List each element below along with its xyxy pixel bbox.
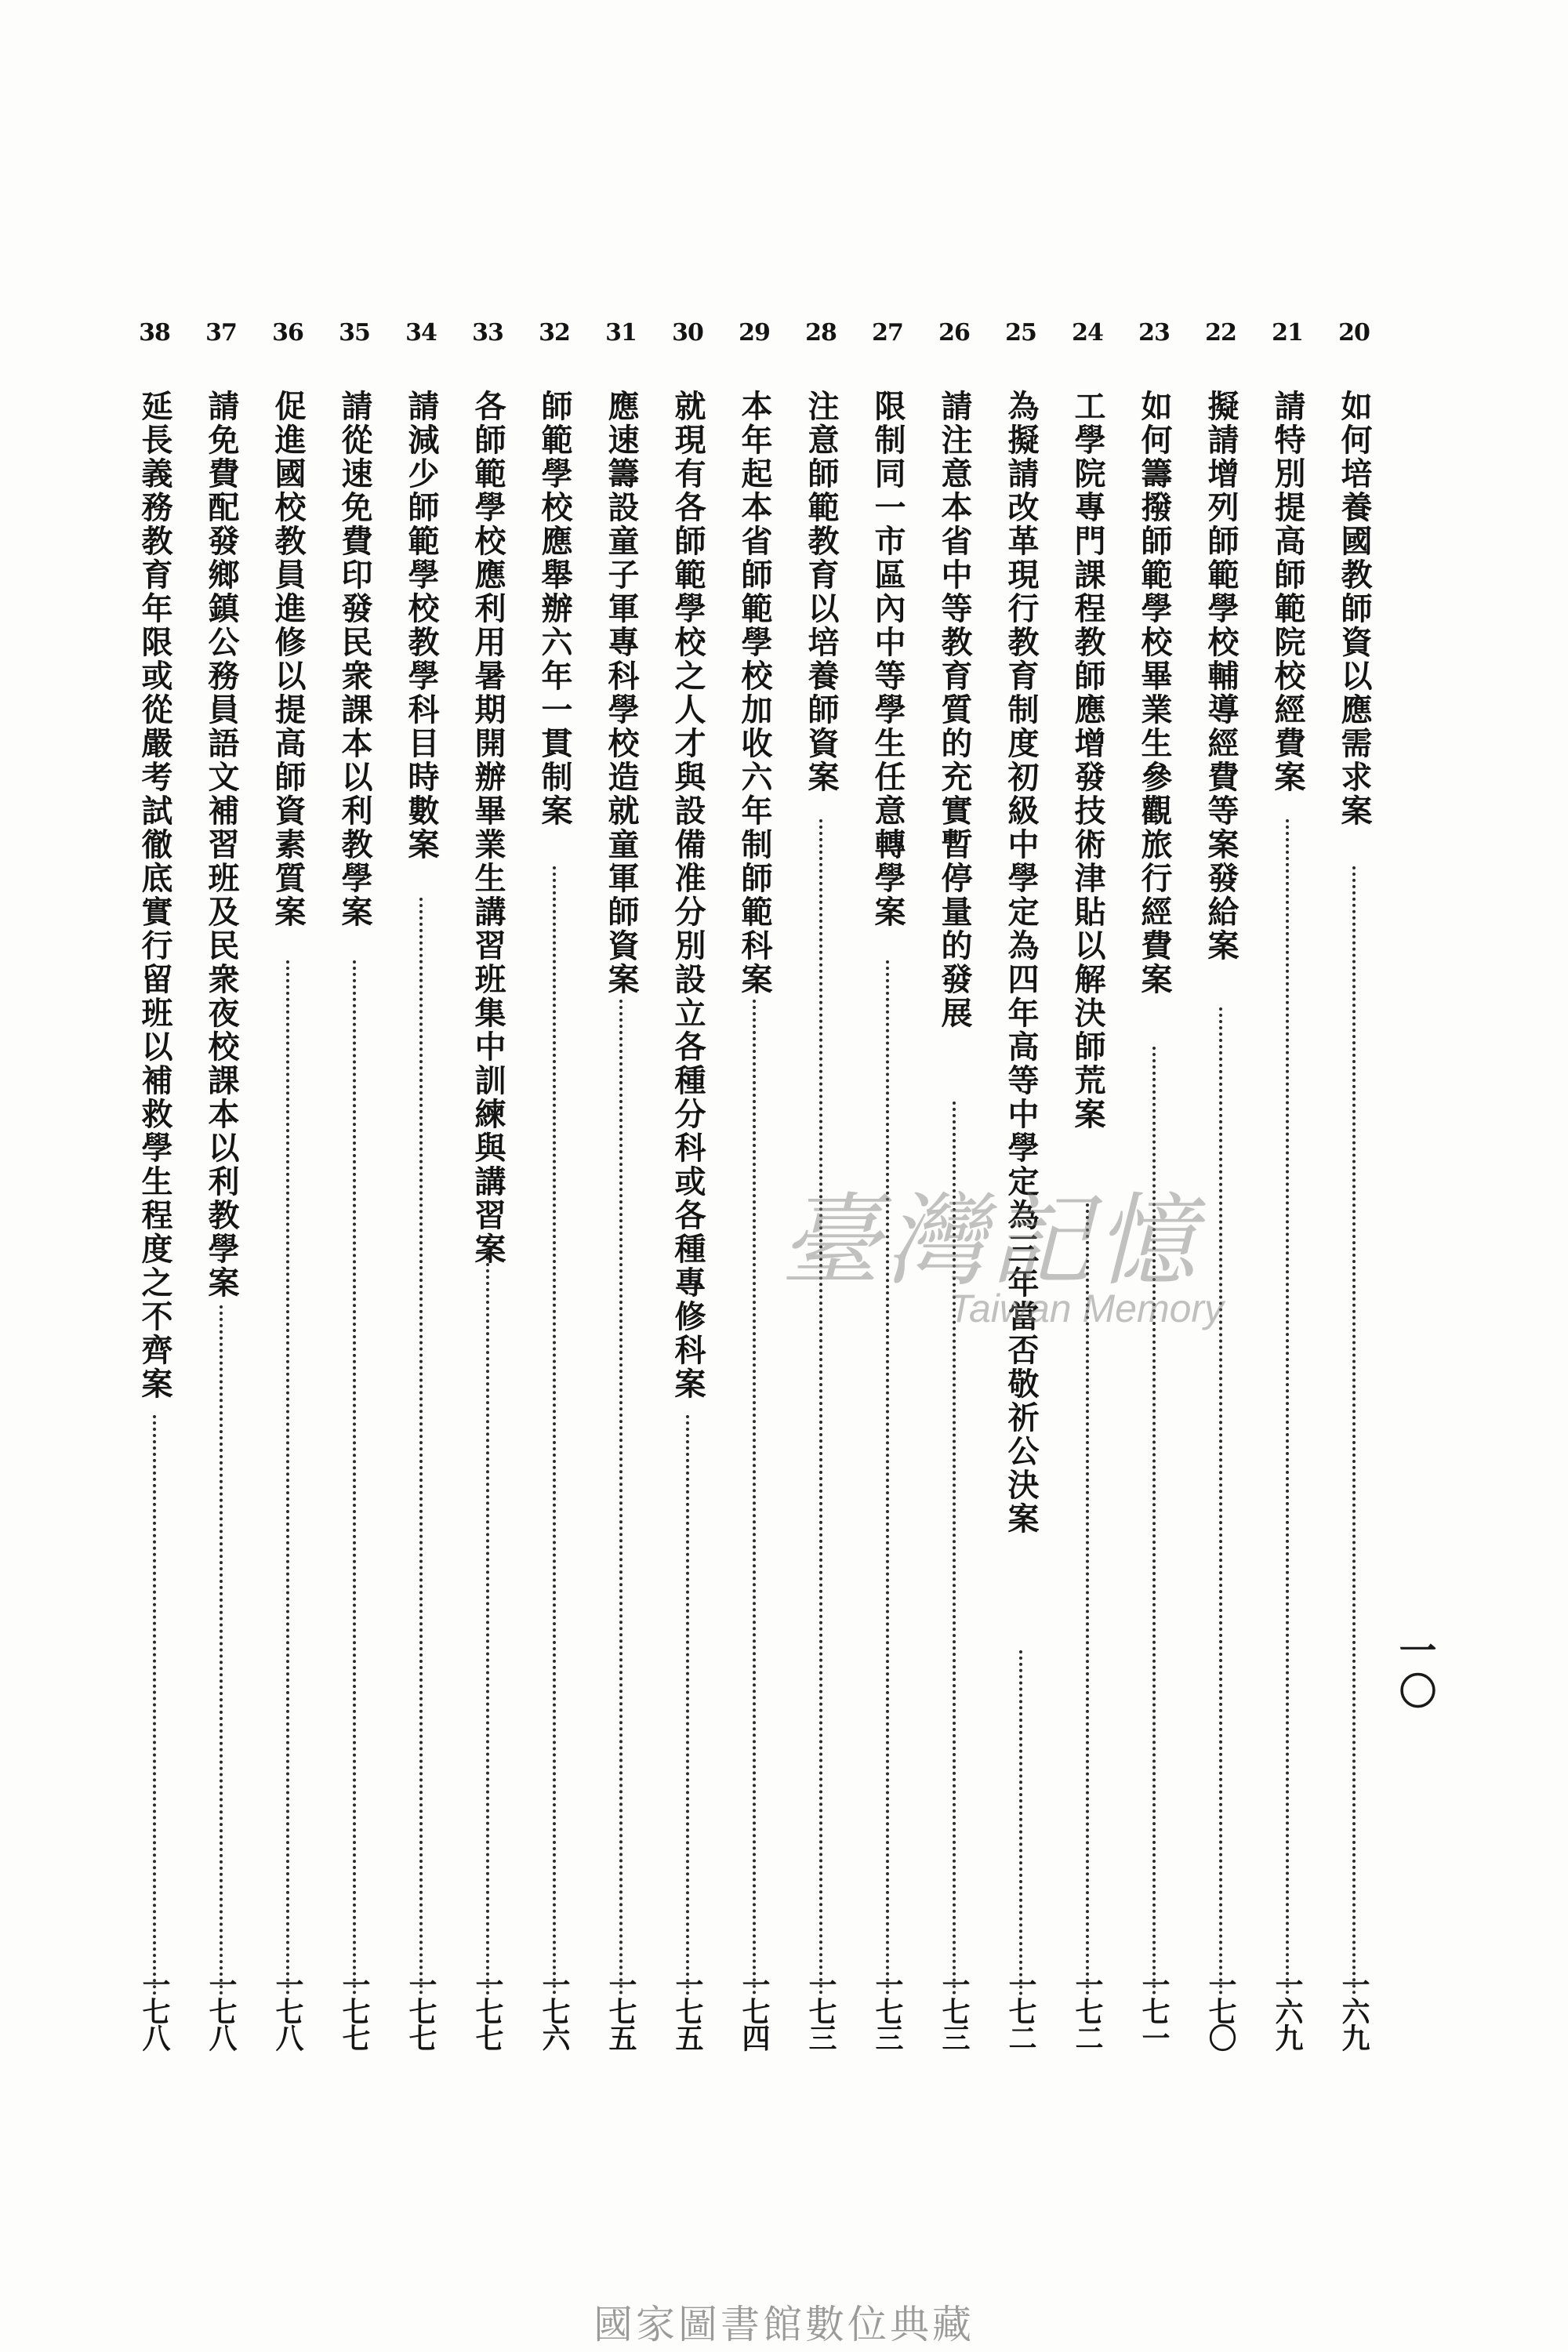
entry-title: 促進國校教員進修以提高師資素質案 bbox=[270, 390, 307, 929]
dot-leader bbox=[686, 1415, 689, 1995]
dot-leader bbox=[353, 960, 356, 1995]
dot-leader bbox=[1286, 819, 1289, 1995]
entry-page-number: 一七四 bbox=[738, 1970, 771, 2050]
entry-page-number: 一七三 bbox=[871, 1970, 904, 2050]
dot-leader bbox=[419, 898, 423, 1995]
entry-page-number: 一七八 bbox=[138, 1970, 171, 2050]
entry-page-number: 一七八 bbox=[271, 1970, 304, 2050]
toc-entry-25 bbox=[998, 318, 1044, 2050]
dot-leader bbox=[553, 866, 556, 1995]
toc-entry-33 bbox=[465, 318, 510, 2050]
toc-entry-27 bbox=[865, 318, 910, 2050]
toc-entry-26 bbox=[931, 318, 977, 2050]
entry-title: 師範學校應舉辦六年一貫制案 bbox=[536, 390, 573, 828]
entry-page-number: 一七三 bbox=[938, 1970, 971, 2050]
dot-leader bbox=[1219, 1007, 1222, 1995]
toc-entry-38 bbox=[132, 318, 177, 2050]
entry-page-number: 一七三 bbox=[804, 1970, 837, 2050]
entry-number: 33 bbox=[472, 319, 503, 347]
entry-page-number: 一六九 bbox=[1271, 1970, 1304, 2050]
toc-entry-36 bbox=[265, 318, 310, 2050]
entry-number: 28 bbox=[805, 319, 837, 347]
entry-number: 20 bbox=[1338, 319, 1370, 347]
entry-title: 請注意本省中等教育質的充實暫停量的發展 bbox=[936, 390, 973, 1030]
toc-entry-28 bbox=[798, 318, 844, 2050]
entry-title: 注意師範教育以培養師資案 bbox=[803, 390, 840, 794]
entry-title: 請特別提高師範院校經費案 bbox=[1269, 390, 1306, 794]
entry-title: 請減少師範學校教學科目時數案 bbox=[403, 390, 440, 862]
entry-number: 30 bbox=[672, 319, 703, 347]
entry-number: 29 bbox=[739, 319, 770, 347]
entry-title: 如何籌撥師範學校畢業生參觀旅行經費案 bbox=[1136, 390, 1173, 996]
toc-entry-31 bbox=[598, 318, 644, 2050]
entry-title: 請從速免費印發民衆課本以利教學案 bbox=[336, 390, 373, 929]
dot-leader bbox=[153, 1415, 156, 1995]
toc-entry-21 bbox=[1265, 318, 1310, 2050]
entry-page-number: 一七〇 bbox=[1204, 1970, 1237, 2050]
toc-entry-29 bbox=[731, 318, 777, 2050]
entry-title: 本年起本省師範學校加收六年制師範科案 bbox=[736, 390, 773, 996]
dot-leader bbox=[1152, 1047, 1156, 1995]
dot-leader bbox=[1019, 1650, 1022, 1995]
entry-title: 為擬請改革現行教育制度初級中學定為四年高等中學定為三年當否敬祈公決案 bbox=[1003, 390, 1040, 1536]
dot-leader bbox=[1352, 866, 1356, 1995]
entry-number: 38 bbox=[139, 319, 170, 347]
entry-title: 如何培養國教師資以應需求案 bbox=[1336, 390, 1373, 828]
entry-page-number: 一七七 bbox=[338, 1970, 371, 2050]
dot-leader bbox=[819, 819, 822, 1995]
dot-leader bbox=[753, 1000, 756, 1995]
entry-title: 各師範學校應利用暑期開辦畢業生講習班集中訓練與講習案 bbox=[470, 390, 506, 1266]
folio-page-number: 一〇 bbox=[1392, 1631, 1436, 1712]
entry-number: 35 bbox=[339, 319, 370, 347]
toc-entry-30 bbox=[665, 318, 710, 2050]
toc-entry-20 bbox=[1331, 318, 1377, 2050]
toc-entry-34 bbox=[398, 318, 444, 2050]
entry-page-number: 一七七 bbox=[405, 1970, 437, 2050]
entry-title: 延長義務教育年限或從嚴考試徹底實行留班以補救學生程度之不齊案 bbox=[136, 390, 173, 1401]
entry-page-number: 一七一 bbox=[1138, 1970, 1171, 2050]
toc-entry-23 bbox=[1131, 318, 1177, 2050]
entry-page-number: 一七二 bbox=[1071, 1970, 1104, 2050]
toc-entry-37 bbox=[198, 318, 244, 2050]
toc-entry-35 bbox=[332, 318, 377, 2050]
entry-page-number: 一七八 bbox=[205, 1970, 238, 2050]
entry-number: 32 bbox=[539, 319, 570, 347]
entry-number: 24 bbox=[1072, 319, 1103, 347]
entry-number: 27 bbox=[872, 319, 903, 347]
entry-page-number: 一六九 bbox=[1338, 1970, 1370, 2050]
watermark-english: Taiwan Memory bbox=[949, 1287, 1225, 1330]
entry-page-number: 一七五 bbox=[604, 1970, 637, 2050]
toc-entry-22 bbox=[1198, 318, 1243, 2050]
entry-title: 應速籌設童子軍專科學校造就童軍師資案 bbox=[603, 390, 640, 996]
dot-leader bbox=[220, 1305, 223, 1995]
entry-title: 工學院專門課程教師應增發技術津貼以解決師荒案 bbox=[1069, 390, 1106, 1131]
entry-page-number: 一七六 bbox=[538, 1970, 571, 2050]
watermark-chinese: 臺灣記憶 bbox=[780, 1183, 1201, 1300]
entry-number: 26 bbox=[938, 319, 970, 347]
entry-title: 限制同一市區內中等學生任意轉學案 bbox=[869, 390, 906, 929]
entry-number: 37 bbox=[205, 319, 237, 347]
entry-number: 22 bbox=[1205, 319, 1236, 347]
dot-leader bbox=[619, 1000, 622, 1995]
entry-number: 23 bbox=[1138, 319, 1170, 347]
toc-entry-32 bbox=[532, 318, 577, 2050]
dot-leader bbox=[953, 1102, 956, 1995]
dot-leader bbox=[286, 960, 289, 1995]
dot-leader bbox=[886, 960, 889, 1995]
entry-title: 擬請增列師範學校輔導經費等案發給案 bbox=[1203, 390, 1240, 963]
entry-title: 就現有各師範學校之人才與設備准分別設立各種分科或各種專修科案 bbox=[670, 390, 706, 1401]
dot-leader bbox=[486, 1250, 489, 1995]
entry-number: 31 bbox=[605, 319, 637, 347]
entry-page-number: 一七五 bbox=[671, 1970, 704, 2050]
entry-title: 請免費配發鄉鎮公務員語文補習班及民衆夜校課本以利教學案 bbox=[203, 390, 240, 1300]
toc-entry-24 bbox=[1065, 318, 1110, 2050]
table-of-contents bbox=[132, 318, 1386, 2050]
entry-page-number: 一七二 bbox=[1004, 1970, 1037, 2050]
dot-leader bbox=[1086, 1203, 1089, 1995]
entry-number: 25 bbox=[1005, 319, 1036, 347]
footer-credit: 國家圖書館數位典藏 bbox=[593, 2302, 975, 2347]
entry-number: 36 bbox=[272, 319, 303, 347]
entry-page-number: 一七七 bbox=[471, 1970, 504, 2050]
entry-number: 21 bbox=[1272, 319, 1303, 347]
entry-number: 34 bbox=[405, 319, 437, 347]
